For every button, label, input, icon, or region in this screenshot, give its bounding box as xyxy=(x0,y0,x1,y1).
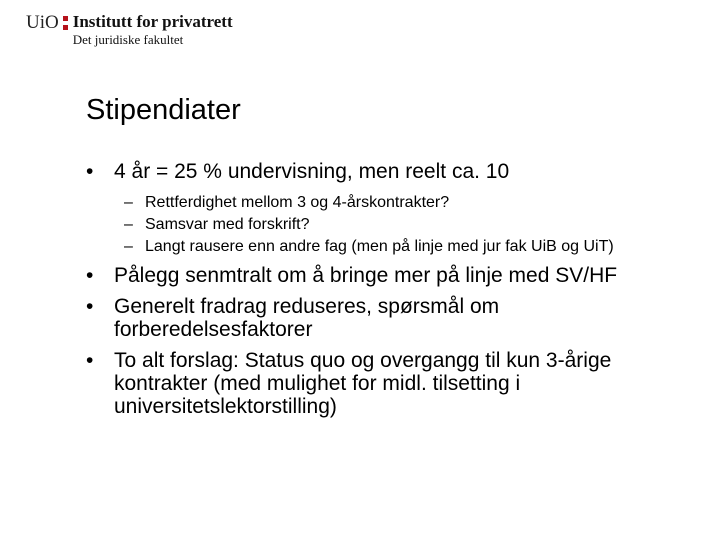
sub-bullet-item xyxy=(84,215,684,234)
bullet-item xyxy=(84,349,684,418)
slide-title: Stipendiater xyxy=(86,94,241,126)
sub-bullet-item xyxy=(84,237,684,256)
bullet-item xyxy=(84,160,684,183)
bullet-text: 4 år = 25 % undervisning, men reelt ca. 10 xyxy=(114,160,510,183)
slide-body xyxy=(84,150,684,418)
bullet-mark: • xyxy=(86,160,94,183)
logo-uio-text: UiO xyxy=(26,12,59,33)
bullet-mark: • xyxy=(86,295,94,318)
uio-logo xyxy=(26,12,233,47)
sub-bullet-item xyxy=(84,193,684,212)
bullet-mark: • xyxy=(86,349,94,372)
bullet-item xyxy=(84,295,684,341)
bullet-text: Pålegg senmtralt om å bringe mer på linje med SV/HF xyxy=(114,264,618,287)
sub-bullet-mark: – xyxy=(124,194,133,211)
sub-bullet-list xyxy=(84,193,684,256)
faculty-name: Det juridiske fakultet xyxy=(72,32,184,47)
bullet-text: To alt forslag: Status quo og overgangg til kun 3-årige kontrakter (med mulighet for midl. tilsetting i universitetslektorstilling) xyxy=(114,349,612,418)
bullet-item xyxy=(84,264,684,287)
sub-bullet-mark: – xyxy=(124,216,133,233)
logo-colon-icon xyxy=(63,16,68,30)
bullet-mark: • xyxy=(86,264,94,287)
sub-bullet-mark: – xyxy=(124,238,133,255)
institute-name: Institutt for privatrett xyxy=(72,12,233,31)
sub-bullet-text: Rettferdighet mellom 3 og 4-årskontrakter? xyxy=(145,194,450,211)
bullet-text: Generelt fradrag reduseres, spørsmål om forberedelsesfaktorer xyxy=(114,295,500,341)
sub-bullet-text: Langt rausere enn andre fag (men på linje med jur fak UiB og UiT) xyxy=(145,238,614,255)
sub-bullet-text: Samsvar med forskrift? xyxy=(145,216,310,233)
